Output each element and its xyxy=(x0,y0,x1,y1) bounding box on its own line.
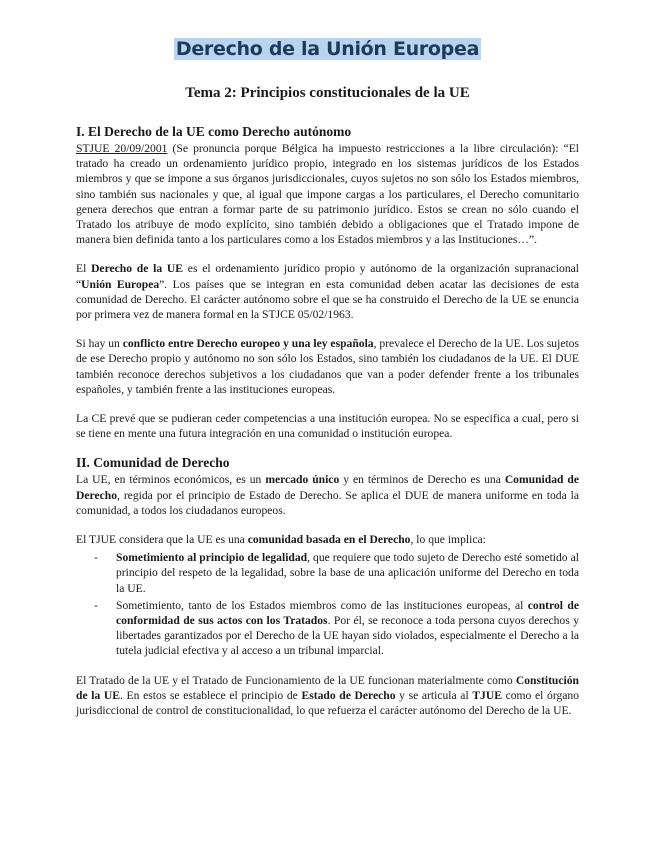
section-1-paragraph-3: Si hay un conflicto entre Derecho europeo y una ley española, prevalece el Derecho de la UE. Los sujetos de ese Derecho propio y autónomo no son sólo los Estados, sino también los ciudadanos de la UE. El DUE también reconoce derechos subjetivos a los ciudadanos que van a poder defender frente a los tribunales españoles, y también frente a las instituciones europeas. xyxy=(76,337,579,396)
section-1-paragraph-4: La CE prevé que se pudieran ceder competencias a una institución europea. No se especifica a cual, pero si se tiene en mente una futura integración en una comunidad o institución europea. xyxy=(76,412,579,441)
section-2-paragraph-2: El TJUE considera que la UE es una comunidad basada en el Derecho, lo que implica: xyxy=(76,533,486,547)
implications-list xyxy=(76,550,579,658)
document-title: Derecho de la Unión Europea xyxy=(175,38,480,60)
section-1-paragraph-2: El Derecho de la UE es el ordenamiento jurídico propio y autónomo de la organización supranacional “Unión Europea”. Los países que se integran en esta comunidad deben acatar las decisiones de esta comunidad de Derecho. El carácter autónomo sobre el que se ha construido el Derecho de la UE se enuncia por primera vez de manera formal en la STJCE 05/02/1963. xyxy=(76,262,579,322)
list-item: - Sometimiento, tanto de los Estados miembros como de las instituciones europeas, al control de conformidad de sus actos con los Tratados. Por él, se reconoce a toda persona cuyos derechos y libertades garantizados por el Derecho de la UE hayan sido violados, especialmente el Derecho a la tutela judicial efectiva y al acceso a un tribunal imparcial. xyxy=(94,598,579,658)
section-2-paragraph-1: La UE, en términos económicos, es un mercado único y en términos de Derecho es una Comunidad de Derecho, regida por el principio de Estado de Derecho. Se aplica el DUE de manera uniforme en toda la comunidad, a todos los ciudadanos europeos. xyxy=(76,473,579,517)
list-item: - Sometimiento al principio de legalidad, que requiere que todo sujeto de Derecho esté sometido al principio del respeto de la legalidad, sobre la base de una aplicación uniforme del Derecho en toda la UE. xyxy=(94,551,579,595)
topic-title: Tema 2: Principios constitucionales de la UE xyxy=(185,85,470,101)
section-1-heading: I. El Derecho de la UE como Derecho autónomo xyxy=(76,124,352,139)
section-2-paragraph-3: El Tratado de la UE y el Tratado de Funcionamiento de la UE funcionan materialmente como Constitución de la UE. En estos se establece el principio de Estado de Derecho y se articula al TJUE como el órgano jurisdiccional de control de constitucionalidad, lo que refuerza el carácter autónomo del Derecho de la UE. xyxy=(76,673,580,718)
case-citation: STJUE 20/09/2001 xyxy=(76,142,168,155)
section-2-heading: II. Comunidad de Derecho xyxy=(76,455,230,471)
section-1-paragraph-1: STJUE 20/09/2001 (Se pronuncia porque Bélgica ha impuesto restricciones a la libre circulación): “El tratado ha creado un ordenamiento jurídico propio, integrado en los sistemas jurídicos de los Estados miembros y que se impone a sus órganos jurisdiccionales, cuyos sujetos no son sólo los Estados miembros, sino también sus nacionales y que, al igual que impone cargas a los particulares, el Derecho comunitario genera derechos que entran a formar parte de su patrimonio jurídico. Estos se crean no sólo cuando el Tratado los atribuye de modo explícito, sino también debido a obligaciones que el Tratado impone de manera bien definida tanto a los particulares como a los Estados miembros y a las Instituciones…”. xyxy=(76,142,579,247)
